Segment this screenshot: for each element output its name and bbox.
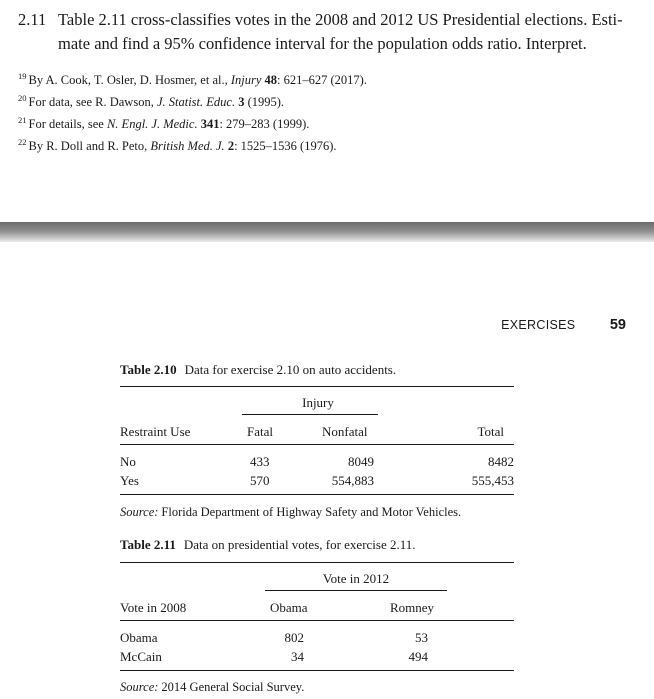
spanner-rule <box>265 590 447 591</box>
top-rule <box>120 386 514 387</box>
source-label: Source: <box>120 505 159 519</box>
table-title: Data on presidential votes, for exercise 2.11. <box>183 537 416 552</box>
table-label: Table 2.10 <box>120 362 177 377</box>
cell-total: 8482 <box>488 454 514 469</box>
footnote-19: $^{19}$ By A. Cook, T. Osler, D. Hosmer, et al., Injury 48: 621–627 (2017). <box>18 71 367 87</box>
table-title: Data for exercise 2.10 on auto accidents. <box>184 362 397 377</box>
cell-obama: 34 <box>291 649 304 664</box>
spanner-rule <box>242 414 378 415</box>
page-number: 59 <box>609 317 626 333</box>
footnote-21: $^{21}$ For details, see N. Engl. J. Medic. 341: 279–283 (1999). <box>18 115 310 131</box>
exercise-number: 2.11 <box>18 10 47 29</box>
row-label: No <box>120 454 136 469</box>
column-header-vote-2008: Vote in 2008 <box>120 600 187 615</box>
row-label: McCain <box>120 649 162 664</box>
cell-romney: 494 <box>408 649 428 664</box>
exercise-line-1: Table 2.11 cross-classifies votes in the 2008 and 2012 US Presidential elections. Esti- <box>58 10 623 29</box>
table-label: Table 2.11 <box>120 537 176 552</box>
spanner-header: Injury <box>302 395 334 410</box>
exercise-line-2: mate and find a 95% confidence interval for the population odds ratio. Interpret. <box>58 34 587 53</box>
top-rule <box>120 562 514 563</box>
exercise-text <box>58 8 638 56</box>
table-2-10 <box>120 362 514 522</box>
column-header-romney: Romney <box>390 600 435 615</box>
footnote-22: $^{22}$ By R. Doll and R. Peto, British Med. J. 2: 1525–1536 (1976). <box>18 137 337 153</box>
row-label: Yes <box>120 473 139 488</box>
cell-total: 555,453 <box>471 473 514 488</box>
footnote-20: $^{20}$ For data, see R. Dawson, J. Statist. Educ. 3 (1995). <box>18 93 285 109</box>
page-break-divider <box>0 222 654 242</box>
bottom-rule <box>120 494 514 495</box>
table-source <box>120 505 461 520</box>
column-header-restraint: Restraint Use <box>120 424 191 439</box>
table-caption <box>120 537 416 553</box>
cell-romney: 53 <box>415 630 428 645</box>
running-head: EXERCISES <box>501 318 576 332</box>
previous-page-fragment <box>0 0 654 222</box>
spanner-header: Vote in 2012 <box>322 571 390 586</box>
source-label: Source: <box>120 680 159 694</box>
cell-nonfatal: 8049 <box>348 454 374 469</box>
footnotes <box>18 67 638 155</box>
cell-nonfatal: 554,883 <box>331 473 374 488</box>
exercise-2-11 <box>18 8 638 56</box>
cell-obama: 802 <box>284 630 304 645</box>
row-label: Obama <box>120 630 158 645</box>
table-caption <box>120 362 396 378</box>
header-rule <box>120 444 514 445</box>
source-text: 2014 General Social Survey. <box>161 680 305 694</box>
column-header-nonfatal: Nonfatal <box>322 424 368 439</box>
cell-fatal: 433 <box>250 454 270 469</box>
bottom-rule <box>120 670 514 671</box>
source-text: Florida Department of Highway Safety and Motor Vehicles. <box>161 505 462 519</box>
table-source <box>120 680 304 695</box>
cell-fatal: 570 <box>250 473 270 488</box>
column-header-obama: Obama <box>270 600 308 615</box>
column-header-total: Total <box>477 424 504 439</box>
header-rule <box>120 620 514 621</box>
table-2-11 <box>120 537 514 699</box>
column-header-fatal: Fatal <box>247 424 273 439</box>
page-header <box>501 316 626 334</box>
